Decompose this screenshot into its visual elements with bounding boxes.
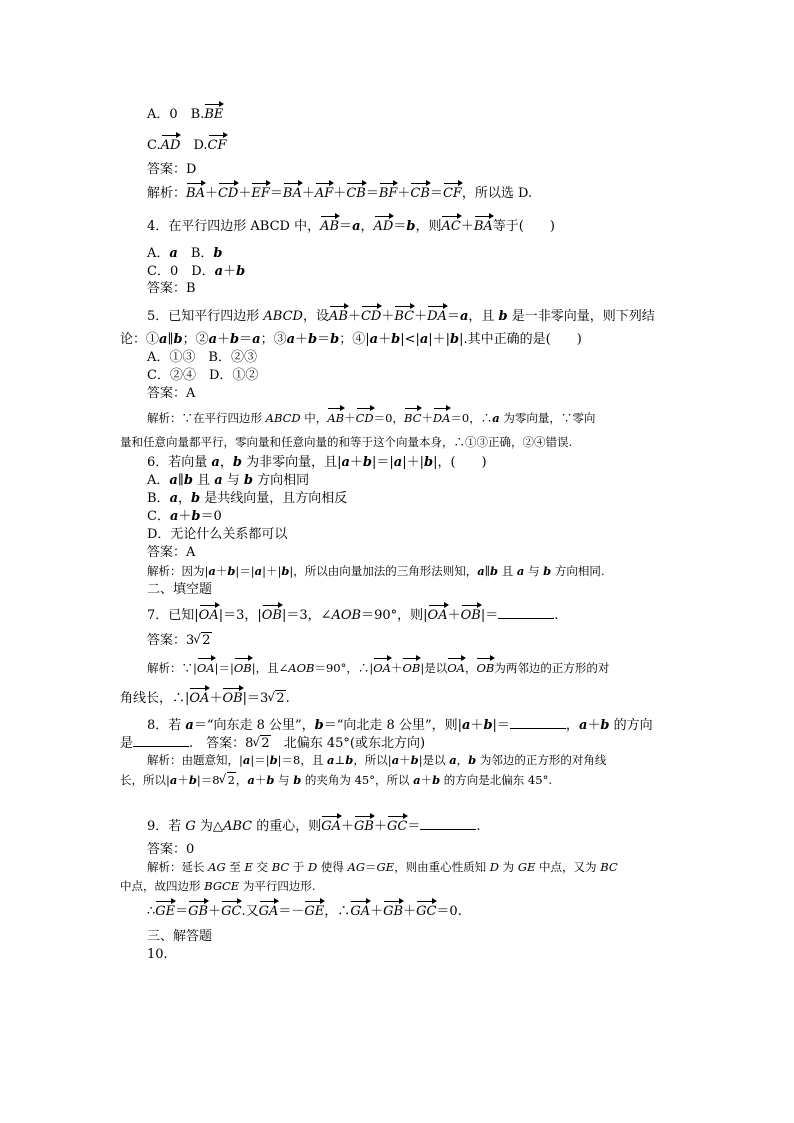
q9-explanation-line1: 解析：延长 AG 至 E 交 BC 于 D 使得 AG＝GE，则由重心性质知 D 为 GE 中点，又为 BC	[147, 860, 618, 874]
section-solve: 三、解答题	[147, 929, 213, 944]
q6-option-a: A．a∥b 且 a 与 b 方向相同	[147, 473, 310, 488]
q9-answer: 答案：0	[147, 842, 195, 857]
q7-explanation-line2: 角线长，∴|OA＋OB|＝3√ 2.	[120, 690, 674, 707]
q6-option-d: D．无论什么关系都可以	[147, 527, 288, 542]
section-fill-in: 二、填空题	[147, 582, 213, 597]
q7-answer: 答案：3√ 2	[147, 632, 674, 649]
q6-option-b: B．a，b 是共线向量，且方向相反	[147, 491, 348, 506]
q8-explanation-line2: 长，所以|a＋b|＝8√ 2，a＋b 与 b 的夹角为 45°，所以 a＋b 的方向是北偏东 45°.	[120, 772, 674, 789]
explanation-3: 解析：BA＋CD＋EF＝BA＋AF＋CB＝BF＋CB＝CF，所以选 D.	[147, 186, 533, 201]
question-6: 6．若向量 a，b 为非零向量，且|a＋b|＝|a|＋|b|，( )	[147, 455, 487, 470]
q4-answer: 答案：B	[147, 281, 196, 296]
question-8-line2: 是 . 答案：8√ 2 北偏东 45°(或东北方向)	[120, 734, 674, 752]
answer-3: 答案：D	[147, 162, 197, 177]
q5-options-cd: C．②④ D．①②	[147, 368, 259, 383]
option-a-b: A．0 B.BE	[147, 107, 224, 122]
q4-options-cd: C．0 D．a＋b	[147, 264, 246, 279]
option-c-d: C.AD D.CF	[147, 138, 227, 153]
q5-answer: 答案：A	[147, 386, 196, 401]
q6-explanation: 解析：因为|a＋b|＝|a|＋|b|，所以由向量加法的三角形法则知，a∥b 且 a 与 b 方向相同.	[147, 564, 605, 578]
question-8-line1: 8．若 a＝“向东走 8 公里”，b＝“向北走 8 公里”，则|a＋b|＝ ，a＋b 的方向	[147, 718, 653, 733]
q6-answer: 答案：A	[147, 545, 196, 560]
q8-explanation-line1: 解析：由题意知，|a|＝|b|＝8，且 a⊥b，所以|a＋b|是以 a，b 为邻边的正方形的对角线	[147, 753, 607, 767]
q9-explanation-line2: 中点，故四边形 BGCE 为平行四边形.	[120, 879, 316, 893]
q6-option-c: C．a＋b＝0	[147, 509, 222, 524]
q7-explanation-line1: 解析：∵|OA|＝|OB|，且∠AOB＝90°，∴|OA＋OB|是以OA，OB为两邻边的正方形的对	[147, 661, 610, 675]
question-5-line2: 论：①a∥b；②a＋b＝a；③a＋b＝b；④|a＋b|<|a|＋|b|.其中正确的是( )	[120, 332, 582, 347]
q9-explanation-line3: ∴GE＝GB＋GC.又GA＝－GE，∴GA＋GB＋GC＝0.	[147, 904, 462, 919]
q5-explanation-line2: 量和任意向量都平行，零向量和任意向量的和等于这个向量本身，∴①③正确，②④错误.	[120, 435, 573, 449]
question-5-line1: 5．已知平行四边形 ABCD，设AB＋CD＋BC＋DA＝a，且 b 是一非零向量，则下列结	[147, 309, 655, 324]
q5-options-ab: A．①③ B．②③	[147, 350, 257, 365]
question-9: 9．若 G 为△ABC 的重心，则GA＋GB＋GC＝ .	[147, 819, 481, 834]
question-4: 4．在平行四边形 ABCD 中，AB＝a，AD＝b，则AC＋BA等于( )	[147, 219, 555, 234]
question-7: 7．已知|OA|＝3，|OB|＝3，∠AOB＝90°，则|OA＋OB|＝ .	[147, 608, 559, 623]
q4-options-ab: A．a B．b	[147, 246, 223, 261]
q5-explanation-line1: 解析：∵在平行四边形 ABCD 中，AB＋CD＝0，BC＋DA＝0，∴a 为零向量，∵零向	[147, 411, 596, 425]
question-10: 10.	[147, 947, 168, 962]
